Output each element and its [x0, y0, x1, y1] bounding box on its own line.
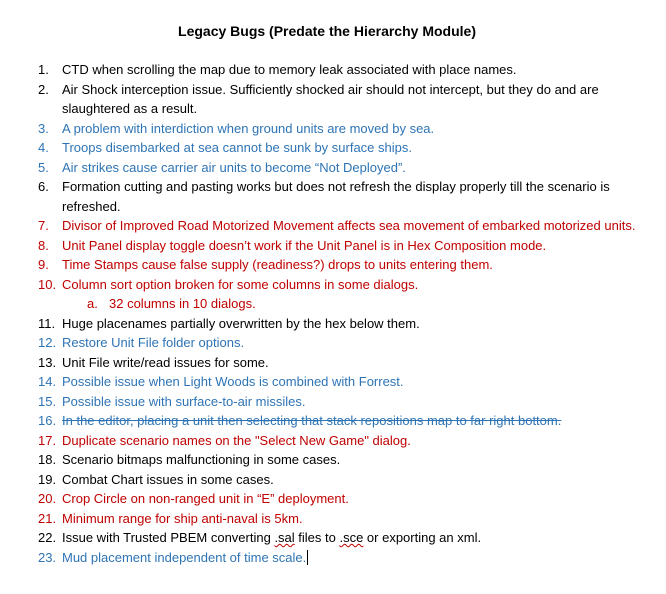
item-text: Troops disembarked at sea cannot be sunk by surface ships. — [62, 140, 412, 155]
list-item — [38, 548, 638, 568]
item-text: A problem with interdiction when ground units are moved by sea. — [62, 120, 435, 136]
list-item — [38, 177, 638, 216]
item-text: Crop Circle on non-ranged unit in “E” deployment. — [62, 491, 349, 506]
list-item — [38, 470, 638, 490]
list-item — [38, 528, 638, 548]
list-item — [38, 80, 638, 119]
list-item — [38, 509, 638, 529]
item-text — [62, 548, 638, 568]
item-number: 1. — [38, 62, 49, 77]
item-text: Unit File write/read issues for some. — [62, 354, 269, 370]
list-item — [38, 450, 638, 470]
list-item — [38, 60, 638, 80]
item-number: 3. — [38, 120, 49, 136]
list-item — [38, 158, 638, 178]
item-number: 19. — [38, 471, 57, 487]
item-number: 11. — [38, 315, 56, 331]
sub-list-item — [38, 294, 638, 314]
item-text: Possible issue when Light Woods is combined with Forrest. — [62, 374, 404, 389]
bug-list — [38, 60, 638, 567]
spellcheck-word: .sce — [339, 530, 364, 545]
item-number: 12. — [38, 335, 57, 350]
item-number: 22. — [38, 530, 57, 545]
list-item — [38, 275, 638, 295]
list-item — [38, 489, 638, 509]
item-text: Huge placenames partially overwritten by the hex below them. — [62, 315, 420, 331]
item-text: Air strikes cause carrier air units to become “Not Deployed”. — [62, 159, 406, 175]
item-number: 17. — [38, 432, 57, 448]
item-text-part: files to — [294, 530, 340, 545]
item-text: Column sort option broken for some columns in some dialogs. — [62, 276, 419, 292]
item-number: 16. — [38, 413, 57, 428]
list-item — [38, 138, 638, 158]
sub-item-letter: a. — [87, 296, 98, 311]
list-item-struck — [38, 411, 638, 431]
item-text-content: Mud placement independent of time scale. — [62, 549, 307, 565]
item-text: Minimum range for ship anti-naval is 5km. — [62, 510, 303, 526]
item-number: 6. — [38, 179, 49, 194]
item-text — [62, 528, 638, 548]
list-item — [38, 353, 638, 373]
item-text: Duplicate scenario names on the "Select New Game" dialog. — [62, 432, 411, 448]
item-number: 20. — [38, 491, 57, 506]
item-text: Combat Chart issues in some cases. — [62, 471, 274, 487]
item-text: In the editor, placing a unit then selecting that stack repositions map to far right bottom. — [62, 413, 562, 428]
item-number: 23. — [38, 549, 57, 565]
list-item — [38, 431, 638, 451]
document-title: Legacy Bugs (Predate the Hierarchy Module) — [178, 23, 476, 39]
item-text-part: or exporting an xml. — [363, 530, 482, 545]
item-number: 10. — [38, 276, 57, 292]
list-item — [38, 236, 638, 256]
item-number: 9. — [38, 257, 49, 272]
item-number: 2. — [38, 81, 49, 97]
item-text: Possible issue with surface-to-air missiles. — [62, 393, 306, 409]
item-text: Air Shock interception issue. Sufficiently shocked air should not intercept, but they do and are slaughtered as a result. — [62, 81, 599, 116]
list-item — [38, 216, 638, 236]
list-item — [38, 119, 638, 139]
text-cursor — [307, 550, 308, 565]
item-number: 21. — [38, 510, 57, 526]
item-number: 5. — [38, 159, 49, 175]
sub-item-text: 32 columns in 10 dialogs. — [109, 296, 256, 311]
item-number: 8. — [38, 237, 49, 253]
item-text: Divisor of Improved Road Motorized Movement affects sea movement of embarked motorized units. — [62, 218, 636, 233]
item-text: Scenario bitmaps malfunctioning in some cases. — [62, 452, 341, 467]
item-text: CTD when scrolling the map due to memory leak associated with place names. — [62, 62, 517, 77]
item-number: 14. — [38, 374, 57, 389]
item-number: 7. — [38, 218, 49, 233]
item-text: Unit Panel display toggle doesn’t work if the Unit Panel is in Hex Composition mode. — [62, 237, 547, 253]
list-item — [38, 333, 638, 353]
list-item — [38, 314, 638, 334]
item-number: 4. — [38, 140, 49, 155]
item-number: 18. — [38, 452, 57, 467]
item-text: Time Stamps cause false supply (readiness?) drops to units entering them. — [62, 257, 493, 272]
item-text: Restore Unit File folder options. — [62, 335, 245, 350]
item-text-part: Issue with Trusted PBEM converting — [62, 530, 275, 545]
item-number: 13. — [38, 354, 57, 370]
item-number: 15. — [38, 393, 57, 409]
list-item — [38, 392, 638, 412]
list-item — [38, 372, 638, 392]
item-text: Formation cutting and pasting works but does not refresh the display properly till the scenario is refreshed. — [62, 179, 610, 214]
list-item — [38, 255, 638, 275]
spellcheck-word: .sal — [274, 530, 295, 545]
